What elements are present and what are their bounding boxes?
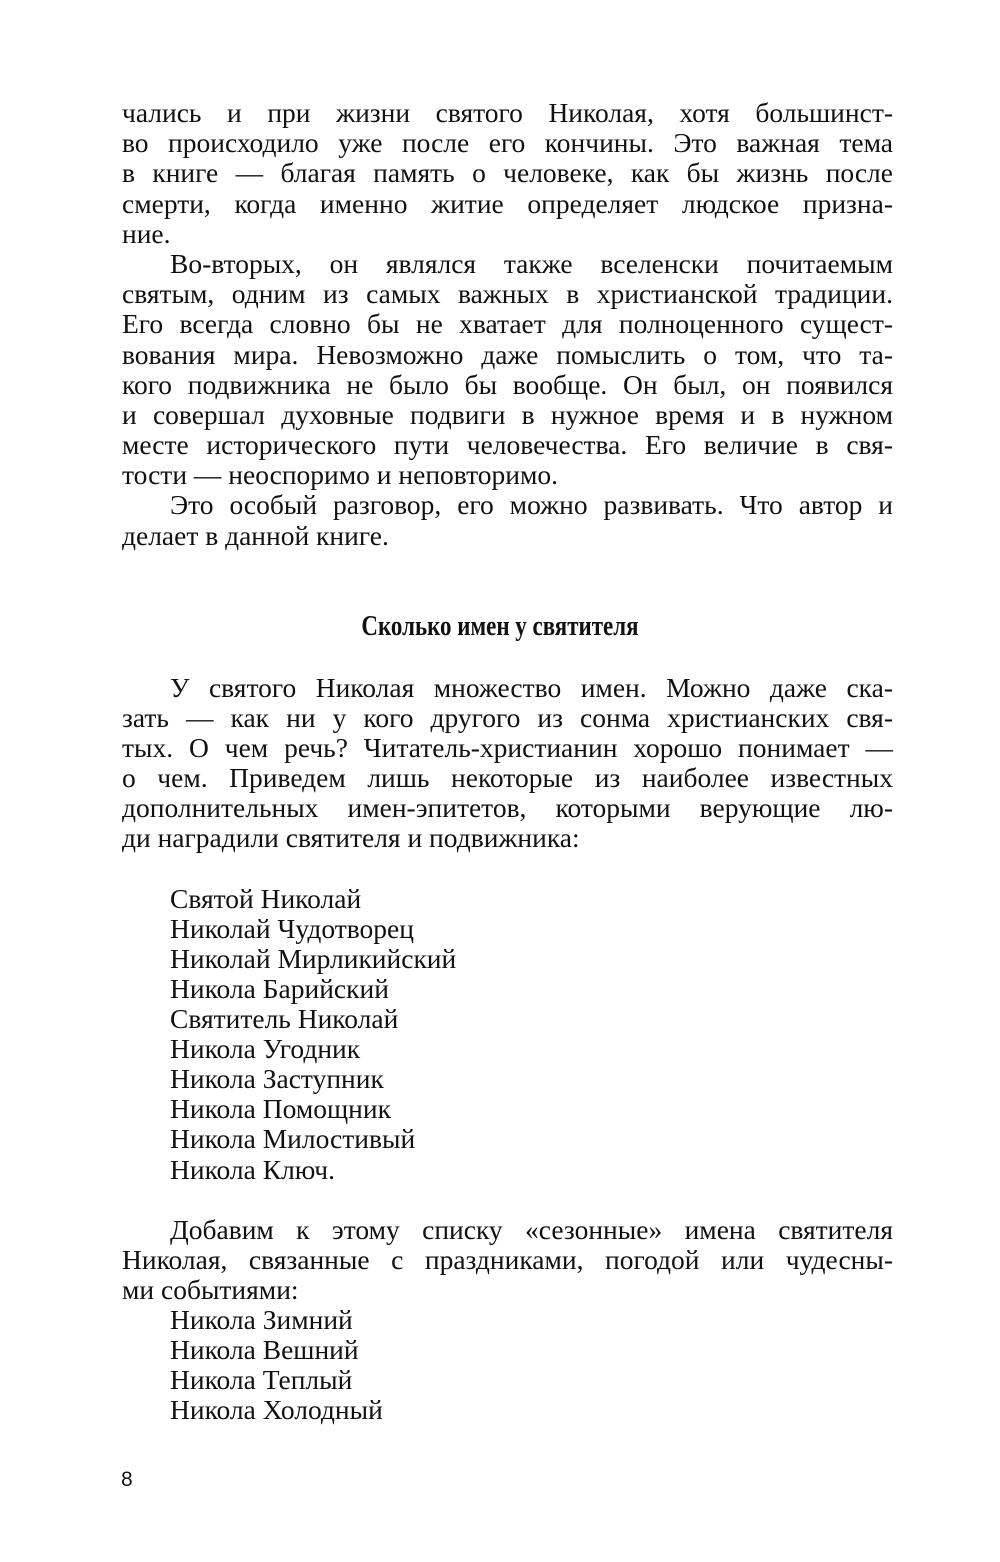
- text-line: и совершал духовные подвиги в нужное время и в нужном: [122, 398, 893, 430]
- seasonal-names-list: [122, 1305, 893, 1425]
- text-line: ди наградили святителя и подвижника:: [122, 822, 580, 854]
- list-item: Никола Ключ.: [170, 1153, 335, 1185]
- spacer: [122, 854, 893, 884]
- paragraph: [122, 490, 893, 550]
- list-item: Никола Зимний: [170, 1303, 353, 1335]
- spacer: [122, 1185, 893, 1215]
- list-item: Никола Теплый: [170, 1364, 353, 1396]
- list-item: Никола Угодник: [170, 1033, 361, 1065]
- section-heading-text: Сколько имен у святителя: [361, 611, 639, 642]
- text-line: делает в данной книге.: [122, 519, 389, 551]
- list-item: Святитель Николай: [170, 1003, 399, 1035]
- text-line: ми событиями:: [122, 1273, 299, 1305]
- list-item: Никола Заступник: [170, 1063, 384, 1095]
- list-item: Никола Холодный: [170, 1394, 383, 1426]
- text-line: кого подвижника не было бы вообще. Он был, он появился: [122, 368, 893, 400]
- text-line: во происходило уже после его кончины. Это важная тема: [122, 127, 893, 159]
- text-line: Его всегда словно бы не хватает для полноценного сущест-: [122, 308, 893, 340]
- names-list: [122, 884, 893, 1185]
- text-line: зать — как ни у кого другого из сонма христианских свя-: [122, 702, 893, 734]
- text-line: Николая, связанные с праздниками, погодой или чудесны-: [122, 1243, 893, 1275]
- text-line: У святого Николая множество имен. Можно даже ска-: [170, 672, 893, 703]
- text-line: Добавим к этому списку «сезонные» имена святителя: [170, 1213, 893, 1245]
- text-line: смерти, когда именно житие определяет людское призна-: [122, 187, 893, 219]
- list-item: Николай Чудотворец: [170, 912, 414, 944]
- text-line: вования мира. Невозможно даже помыслить о том, что та-: [122, 338, 893, 370]
- page-number: 8: [121, 1468, 133, 1491]
- text-line: о чем. Приведем лишь некоторые из наиболее известных: [122, 762, 893, 794]
- paragraph: [122, 1215, 893, 1305]
- list-item: Никола Барийский: [170, 972, 389, 1004]
- paragraph: [122, 98, 893, 249]
- text-line: Это особый разговор, его можно развивать. Что автор и: [170, 489, 893, 521]
- list-item: Никола Помощник: [170, 1093, 391, 1125]
- paragraph: [122, 673, 893, 854]
- text-line: дополнительных имен-эпитетов, которыми верующие лю-: [122, 792, 893, 824]
- text-line: чались и при жизни святого Николая, хотя большинст-: [122, 97, 893, 128]
- body-text-bottom: [122, 673, 893, 1425]
- text-line: месте исторического пути человечества. Его величие в свя-: [122, 429, 893, 461]
- list-item: Никола Милостивый: [170, 1123, 416, 1155]
- text-line: тых. О чем речь? Читатель-христианин хорошо понимает —: [122, 732, 893, 764]
- section-heading: [0, 610, 1000, 644]
- text-line: ние.: [122, 217, 171, 249]
- body-text-top: [122, 98, 893, 551]
- list-item: Николай Мирликийский: [170, 942, 457, 974]
- list-item: Святой Николай: [170, 882, 362, 914]
- text-line: святым, одним из самых важных в христианской традиции.: [122, 278, 893, 310]
- text-line: Во-вторых, он являлся также вселенски почитаемым: [170, 247, 893, 279]
- paragraph: [122, 249, 893, 491]
- text-line: тости — неоспоримо и неповторимо.: [122, 459, 558, 491]
- text-line: в книге — благая память о человеке, как бы жизнь после: [122, 157, 893, 189]
- list-item: Никола Вешний: [170, 1334, 359, 1366]
